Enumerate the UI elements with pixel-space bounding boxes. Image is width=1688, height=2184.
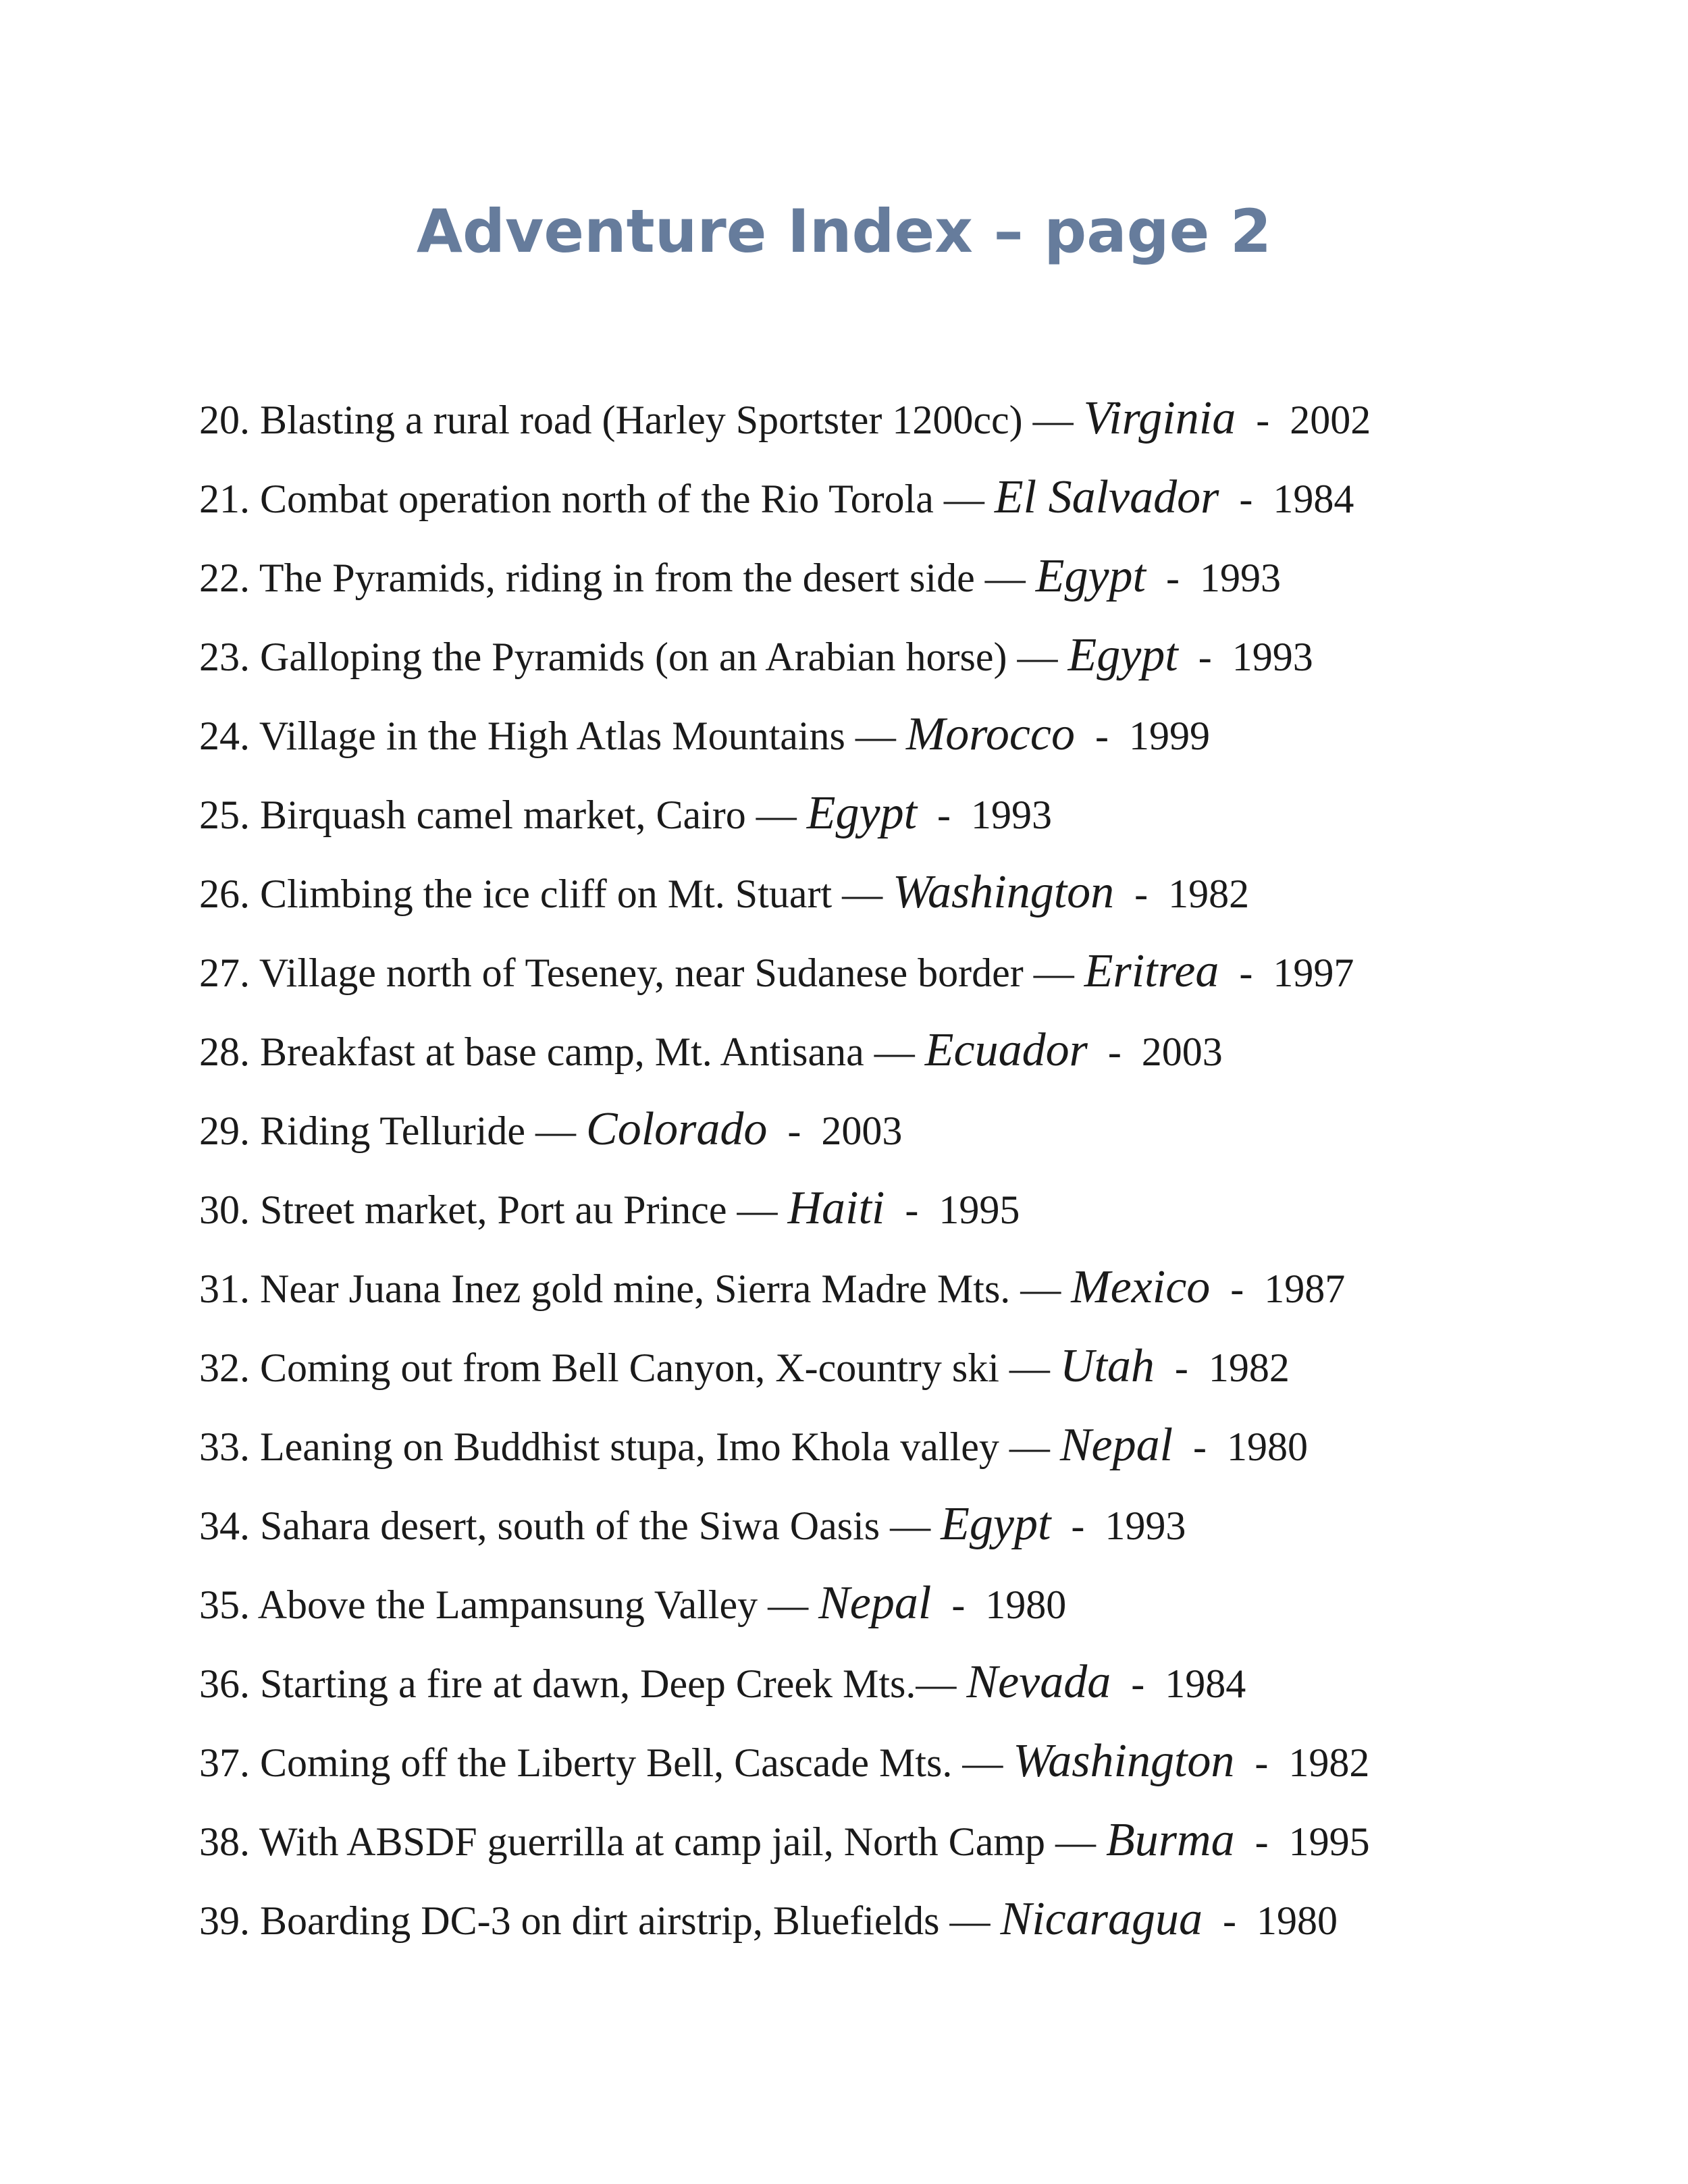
list-item: 31. Near Juana Inez gold mine, Sierra Madre Mts. — Mexico - 1987 xyxy=(199,1261,1346,1313)
entry-description: Street market, Port au Prince xyxy=(260,1188,727,1232)
list-item: 27. Village north of Teseney, near Sudanese border — Eritrea - 1997 xyxy=(199,945,1354,997)
list-item: 35. Above the Lampansung Valley — Nepal - 1980 xyxy=(199,1577,1067,1629)
entry-description: Village north of Teseney, near Sudanese border xyxy=(259,951,1024,995)
entry-number: 21. xyxy=(199,477,250,521)
entry-year: 1984 xyxy=(1273,477,1354,521)
entry-place: Morocco xyxy=(905,708,1075,760)
list-item: 37. Coming off the Liberty Bell, Cascade Mts. — Washington - 1982 xyxy=(199,1735,1370,1787)
entry-description: Coming off the Liberty Bell, Cascade Mts. xyxy=(260,1740,953,1785)
list-item: 33. Leaning on Buddhist stupa, Imo Khola valley — Nepal - 1980 xyxy=(199,1419,1309,1471)
list-item: 21. Combat operation north of the Rio Torola — El Salvador - 1984 xyxy=(199,471,1354,523)
entry-description: The Pyramids, riding in from the desert side xyxy=(259,556,975,600)
entry-number: 26. xyxy=(199,872,250,916)
entry-description: Boarding DC-3 on dirt airstrip, Bluefields xyxy=(260,1898,940,1943)
entry-description: Sahara desert, south of the Siwa Oasis xyxy=(260,1503,880,1548)
entry-description: Climbing the ice cliff on Mt. Stuart xyxy=(260,872,833,916)
list-item: 25. Birquash camel market, Cairo — Egypt - 1993 xyxy=(199,787,1053,839)
entry-number: 29. xyxy=(199,1109,250,1153)
entry-place: Nicaragua xyxy=(1000,1893,1203,1945)
entry-place: Eritrea xyxy=(1084,945,1219,997)
list-item: 34. Sahara desert, south of the Siwa Oasis — Egypt - 1993 xyxy=(199,1498,1186,1550)
list-item: 28. Breakfast at base camp, Mt. Antisana — Ecuador - 2003 xyxy=(199,1024,1223,1076)
list-item: 36. Starting a fire at dawn, Deep Creek Mts.— Nevada - 1984 xyxy=(199,1656,1246,1708)
entry-description: Coming out from Bell Canyon, X-country ski xyxy=(260,1346,999,1390)
entry-place: Washington xyxy=(893,866,1115,918)
entry-place: Egypt xyxy=(1067,629,1178,681)
list-item: 24. Village in the High Atlas Mountains — Morocco - 1999 xyxy=(199,708,1210,760)
entry-description: Village in the High Atlas Mountains xyxy=(259,714,845,758)
entry-description: Birquash camel market, Cairo xyxy=(260,793,746,837)
entry-place: Mexico xyxy=(1071,1261,1211,1313)
entry-year: 1997 xyxy=(1273,951,1354,995)
entry-year: 1982 xyxy=(1288,1740,1370,1785)
entry-place: Nepal xyxy=(1059,1419,1173,1471)
entry-year: 2003 xyxy=(821,1109,903,1153)
entry-number: 31. xyxy=(199,1267,250,1311)
entry-number: 23. xyxy=(199,635,250,679)
entry-place: Virginia xyxy=(1083,392,1236,444)
entry-place: Washington xyxy=(1013,1735,1235,1787)
entry-place: Egypt xyxy=(941,1498,1051,1550)
list-item: 30. Street market, Port au Prince — Haiti - 1995 xyxy=(199,1182,1020,1234)
entry-place: Utah xyxy=(1059,1340,1155,1392)
entry-place: Colorado xyxy=(586,1103,768,1155)
entry-number: 33. xyxy=(199,1424,250,1469)
entry-number: 30. xyxy=(199,1188,250,1232)
list-item: 29. Riding Telluride — Colorado - 2003 xyxy=(199,1103,903,1155)
entry-number: 27. xyxy=(199,951,250,995)
entry-number: 38. xyxy=(199,1819,250,1864)
list-item: 26. Climbing the ice cliff on Mt. Stuart — Washington - 1982 xyxy=(199,866,1250,918)
list-item: 32. Coming out from Bell Canyon, X-country ski — Utah - 1982 xyxy=(199,1340,1290,1392)
entry-number: 36. xyxy=(199,1661,250,1706)
adventure-list xyxy=(199,385,1617,1965)
entry-year: 1995 xyxy=(939,1188,1020,1232)
entry-description: Galloping the Pyramids (on an Arabian horse) xyxy=(260,635,1007,679)
entry-place: Egypt xyxy=(1035,550,1146,602)
entry-year: 1984 xyxy=(1165,1661,1246,1706)
entry-number: 25. xyxy=(199,793,250,837)
entry-description: Starting a fire at dawn, Deep Creek Mts. xyxy=(260,1661,916,1706)
entry-place: Ecuador xyxy=(924,1024,1088,1076)
entry-place: El Salvador xyxy=(994,471,1219,523)
entry-description: Riding Telluride xyxy=(260,1109,525,1153)
entry-year: 1980 xyxy=(1227,1424,1309,1469)
entry-description: Blasting a rural road (Harley Sportster 1200cc) xyxy=(260,398,1023,442)
entry-year: 1999 xyxy=(1128,714,1210,758)
entry-place: Haiti xyxy=(787,1182,885,1234)
entry-year: 1982 xyxy=(1168,872,1250,916)
entry-description: Breakfast at base camp, Mt. Antisana xyxy=(260,1030,864,1074)
entry-year: 2003 xyxy=(1141,1030,1223,1074)
list-item: 20. Blasting a rural road (Harley Sportster 1200cc) — Virginia - 2002 xyxy=(199,392,1371,444)
entry-year: 1982 xyxy=(1208,1346,1290,1390)
page-title: Adventure Index – page 2 xyxy=(416,196,1272,266)
entry-year: 1995 xyxy=(1288,1819,1370,1864)
entry-number: 24. xyxy=(199,714,250,758)
entry-year: 1993 xyxy=(1199,556,1281,600)
entry-place: Egypt xyxy=(806,787,918,839)
entry-year: 1993 xyxy=(1105,1503,1186,1548)
entry-number: 32. xyxy=(199,1346,250,1390)
list-item: 23. Galloping the Pyramids (on an Arabian horse) — Egypt - 1993 xyxy=(199,629,1313,681)
entry-year: 1993 xyxy=(1232,635,1313,679)
entry-description: Near Juana Inez gold mine, Sierra Madre Mts. xyxy=(260,1267,1011,1311)
entry-number: 37. xyxy=(199,1740,250,1785)
list-item: 38. With ABSDF guerrilla at camp jail, North Camp — Burma - 1995 xyxy=(199,1814,1370,1866)
entry-year: 2002 xyxy=(1290,398,1371,442)
entry-description: Combat operation north of the Rio Torola xyxy=(260,477,934,521)
entry-number: 20. xyxy=(199,398,250,442)
entry-place: Burma xyxy=(1106,1814,1235,1866)
entry-number: 22. xyxy=(199,556,250,600)
entry-place: Nepal xyxy=(818,1577,932,1629)
entry-number: 28. xyxy=(199,1030,250,1074)
entry-year: 1993 xyxy=(971,793,1053,837)
entry-place: Nevada xyxy=(966,1656,1111,1708)
entry-number: 39. xyxy=(199,1898,250,1943)
list-item: 22. The Pyramids, riding in from the desert side — Egypt - 1993 xyxy=(199,550,1281,602)
entry-year: 1980 xyxy=(985,1582,1067,1627)
list-item: 39. Boarding DC-3 on dirt airstrip, Bluefields — Nicaragua - 1980 xyxy=(199,1893,1338,1945)
entry-description: Leaning on Buddhist stupa, Imo Khola valley xyxy=(260,1424,999,1469)
entry-description: Above the Lampansung Valley xyxy=(257,1582,758,1627)
entry-number: 34. xyxy=(199,1503,250,1548)
entry-year: 1980 xyxy=(1256,1898,1338,1943)
entry-number: 35. xyxy=(199,1582,250,1627)
entry-description: With ABSDF guerrilla at camp jail, North Camp xyxy=(259,1819,1046,1864)
entry-year: 1987 xyxy=(1264,1267,1346,1311)
